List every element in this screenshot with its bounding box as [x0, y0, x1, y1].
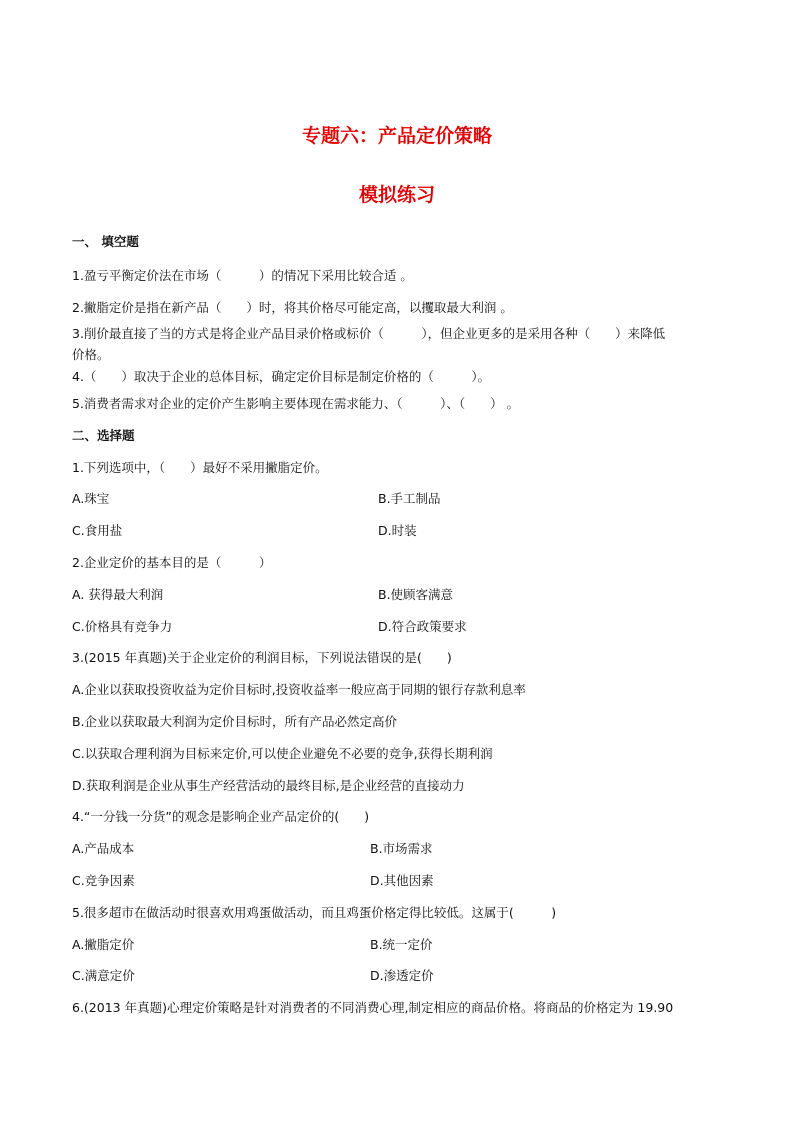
section-heading-choice: 二、选择题 — [72, 428, 135, 443]
choice-question-1: 1.下列选项中，（ ）最好不采用撇脂定价。 — [72, 460, 328, 475]
q5-option-c: C.满意定价 — [72, 968, 135, 983]
fill-question-5: 5.消费者需求对企业的定价产生影响主要体现在需求能力、（ ）、（ ） 。 — [72, 396, 520, 411]
q5-option-b: B.统一定价 — [370, 937, 433, 952]
q5-option-d: D.渗透定价 — [370, 968, 434, 983]
q3-option-a: A.企业以获取投资收益为定价目标时,投资收益率一般应高于同期的银行存款利息率 — [72, 682, 526, 697]
choice-question-2: 2.企业定价的基本目的是（ ） — [72, 555, 272, 570]
q2-option-c: C.价格具有竞争力 — [72, 619, 173, 634]
q4-option-c: C.竞争因素 — [72, 873, 135, 888]
q5-option-a: A.撇脂定价 — [72, 937, 135, 952]
q4-option-d: D.其他因素 — [370, 873, 434, 888]
q2-option-b: B.使顾客满意 — [378, 587, 454, 602]
q3-option-d: D.获取利润是企业从事生产经营活动的最终目标,是企业经营的直接动力 — [72, 778, 465, 793]
q3-option-b: B.企业以获取最大利润为定价目标时，所有产品必然定高价 — [72, 714, 398, 729]
page-title: 专题六：产品定价策略 — [301, 125, 492, 147]
section-heading-fill-blank: 一、 填空题 — [72, 234, 139, 249]
choice-question-5: 5.很多超市在做活动时很喜欢用鸡蛋做活动，而且鸡蛋价格定得比较低。这属于( ) — [72, 905, 557, 920]
q4-option-a: A.产品成本 — [72, 841, 135, 856]
fill-question-2: 2.撇脂定价是指在新产品（ ）时，将其价格尽可能定高，以攫取最大利润 。 — [72, 300, 513, 315]
choice-question-4: 4.“一分钱一分货”的观念是影响企业产品定价的( ) — [72, 809, 370, 824]
fill-question-3-cont: 价格。 — [72, 347, 110, 362]
fill-question-1: 1.盈亏平衡定价法在市场（ ）的情况下采用比较合适 。 — [72, 268, 413, 283]
q2-option-a: A. 获得最大利润 — [72, 587, 164, 602]
fill-question-3: 3.削价最直接了当的方式是将企业产品目录价格或标价（ ），但企业更多的是采用各种（ ）来降低 — [72, 326, 666, 341]
q2-option-d: D.符合政策要求 — [378, 619, 467, 634]
q4-option-b: B.市场需求 — [370, 841, 433, 856]
q3-option-c: C.以获取合理利润为目标来定价,可以使企业避免不必要的竞争,获得长期利润 — [72, 746, 493, 761]
choice-question-6: 6.(2013 年真题)心理定价策略是针对消费者的不同消费心理,制定相应的商品价格。将商品的价格定为 19.90 — [72, 1000, 674, 1015]
q1-option-c: C.食用盐 — [72, 523, 123, 538]
page-subtitle: 模拟练习 — [358, 184, 435, 206]
q1-option-a: A.珠宝 — [72, 491, 110, 506]
q1-option-b: B.手工制品 — [378, 491, 441, 506]
choice-question-3: 3.(2015 年真题)关于企业定价的利润目标，下列说法错误的是( ) — [72, 650, 452, 665]
q1-option-d: D.时装 — [378, 523, 417, 538]
fill-question-4: 4.（ ）取决于企业的总体目标，确定定价目标是制定价格的（ ）。 — [72, 369, 491, 384]
